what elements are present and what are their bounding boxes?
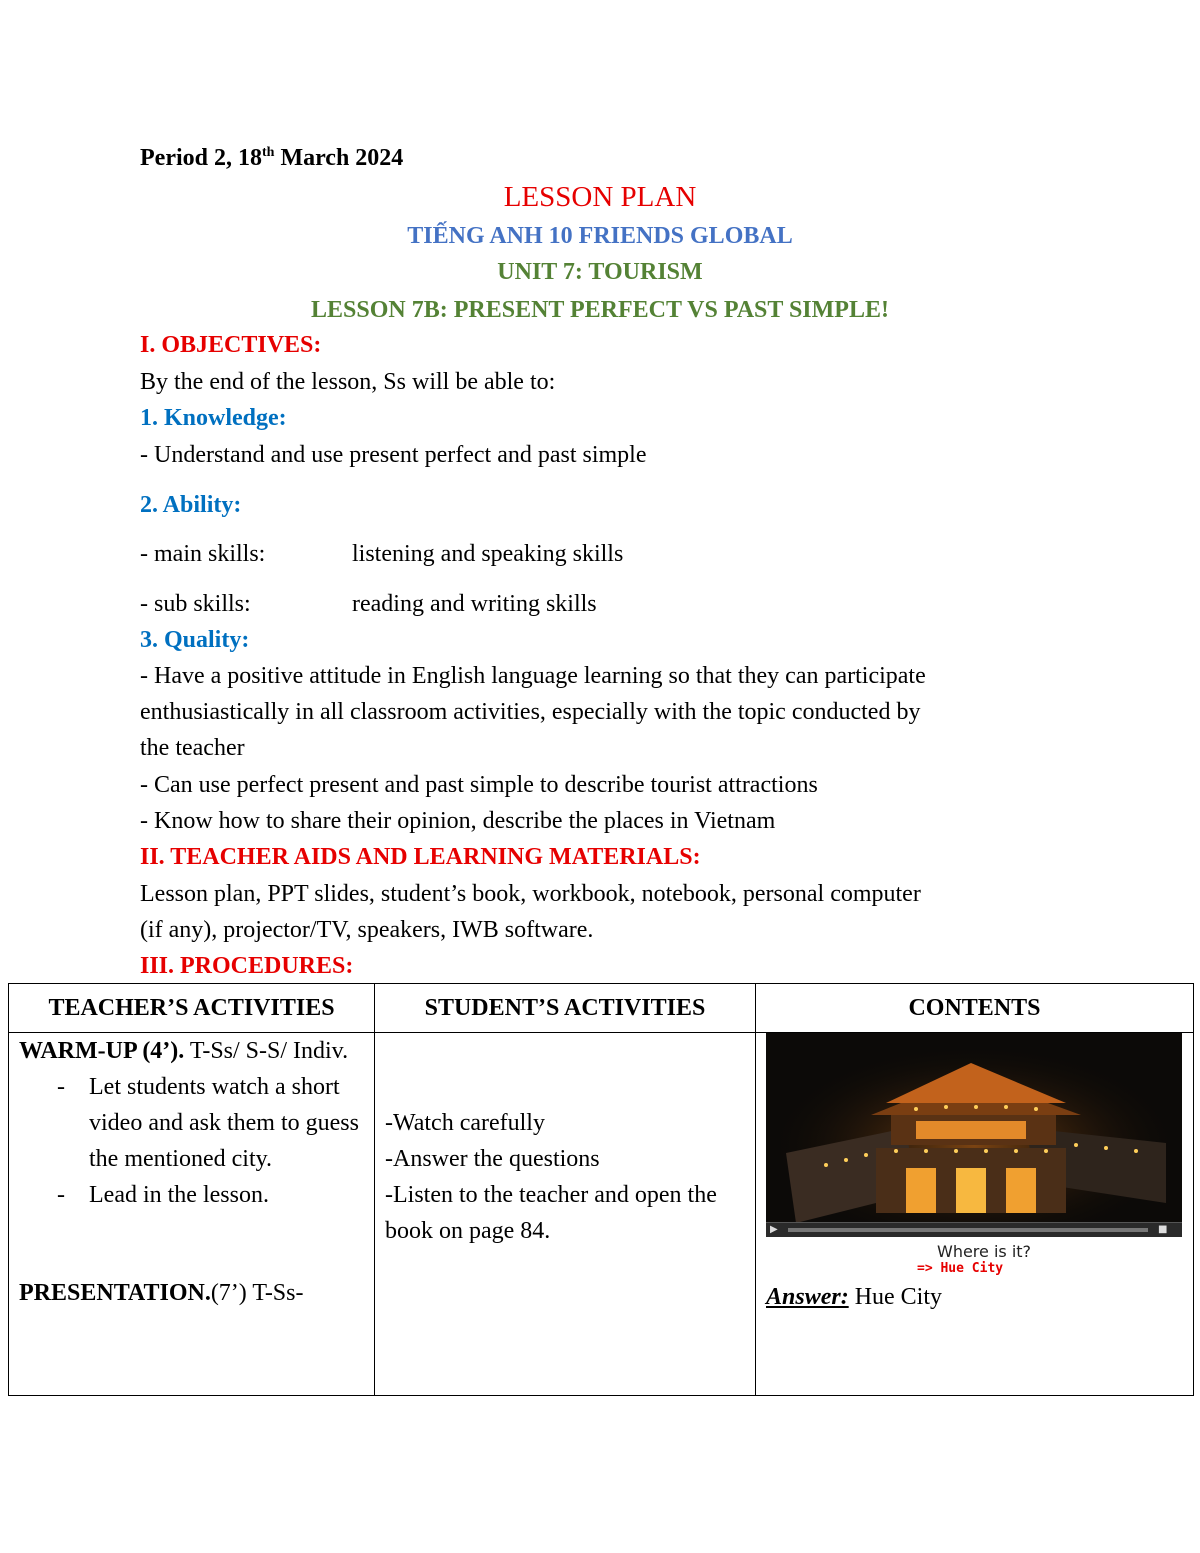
lesson-plan-title: LESSON PLAN [503,181,697,213]
main-skills-label: - main skills: [140,541,266,567]
video-player[interactable] [766,1033,1182,1237]
main-skills-value: listening and speaking skills [352,541,624,567]
presentation-heading: PRESENTATION.(7’) T-Ss- [19,1280,304,1306]
materials-heading: II. TEACHER AIDS AND LEARNING MATERIALS: [140,844,701,870]
quality-line: - Can use perfect present and past simple to describe tourist attractions [140,772,818,798]
knowledge-item: - Understand and use present perfect and past simple [140,442,647,468]
objectives-heading: I. OBJECTIVES: [140,332,322,358]
column-header-teacher: TEACHER’S ACTIVITIES [9,984,375,1033]
course-title: TIẾNG ANH 10 FRIENDS GLOBAL [407,223,793,249]
where-is-it-caption: Where is it? [937,1242,1032,1261]
quality-line: the teacher [140,735,245,761]
objectives-intro: By the end of the lesson, Ss will be able to: [140,369,556,395]
warmup-heading: WARM-UP (4’). T-Ss/ S-S/ Indiv. [19,1038,349,1064]
table-header-row [9,984,1194,1033]
video-controls[interactable] [766,1222,1182,1237]
fullscreen-icon[interactable]: ■ [1158,1224,1168,1235]
sub-skills-label: - sub skills: [140,591,251,617]
teacher-activities-cell [9,1033,375,1396]
period-date: Period 2, 18th March 2024 [140,145,404,171]
play-icon[interactable]: ▶ [770,1224,778,1235]
column-header-student: STUDENT’S ACTIVITIES [375,984,756,1033]
procedures-heading: III. PROCEDURES: [140,953,354,979]
hue-city-caption: => Hue City [917,1261,1004,1276]
quality-line: - Have a positive attitude in English language learning so that they can participate [140,663,926,689]
answer-line: Answer: Hue City [766,1284,943,1310]
student-activities-cell [375,1033,756,1396]
ability-heading: 2. Ability: [140,492,242,518]
list-item: -Listen to the teacher and open the book on page 84. [385,1182,717,1244]
column-header-contents: CONTENTS [756,984,1194,1033]
lesson-title: LESSON 7B: PRESENT PERFECT VS PAST SIMPLE! [311,297,889,323]
list-item: -Watch carefully [385,1110,545,1136]
list-item: - Lead in the lesson. [19,1177,364,1213]
hue-citadel-image [766,1033,1182,1237]
quality-line: enthusiastically in all classroom activities, especially with the topic conducted by [140,699,921,725]
teacher-activity-list [19,1069,364,1213]
quality-heading: 3. Quality: [140,627,250,653]
progress-bar[interactable] [788,1228,1148,1232]
unit-title: UNIT 7: TOURISM [497,259,703,285]
materials-line: (if any), projector/TV, speakers, IWB software. [140,917,594,943]
list-item: - Let students watch a short video and ask them to guess the mentioned city. [19,1069,364,1177]
sub-skills-value: reading and writing skills [352,591,597,617]
list-item: -Answer the questions [385,1146,600,1172]
quality-line: - Know how to share their opinion, describe the places in Vietnam [140,808,776,834]
materials-line: Lesson plan, PPT slides, student’s book, workbook, notebook, personal computer [140,881,921,907]
knowledge-heading: 1. Knowledge: [140,405,287,431]
